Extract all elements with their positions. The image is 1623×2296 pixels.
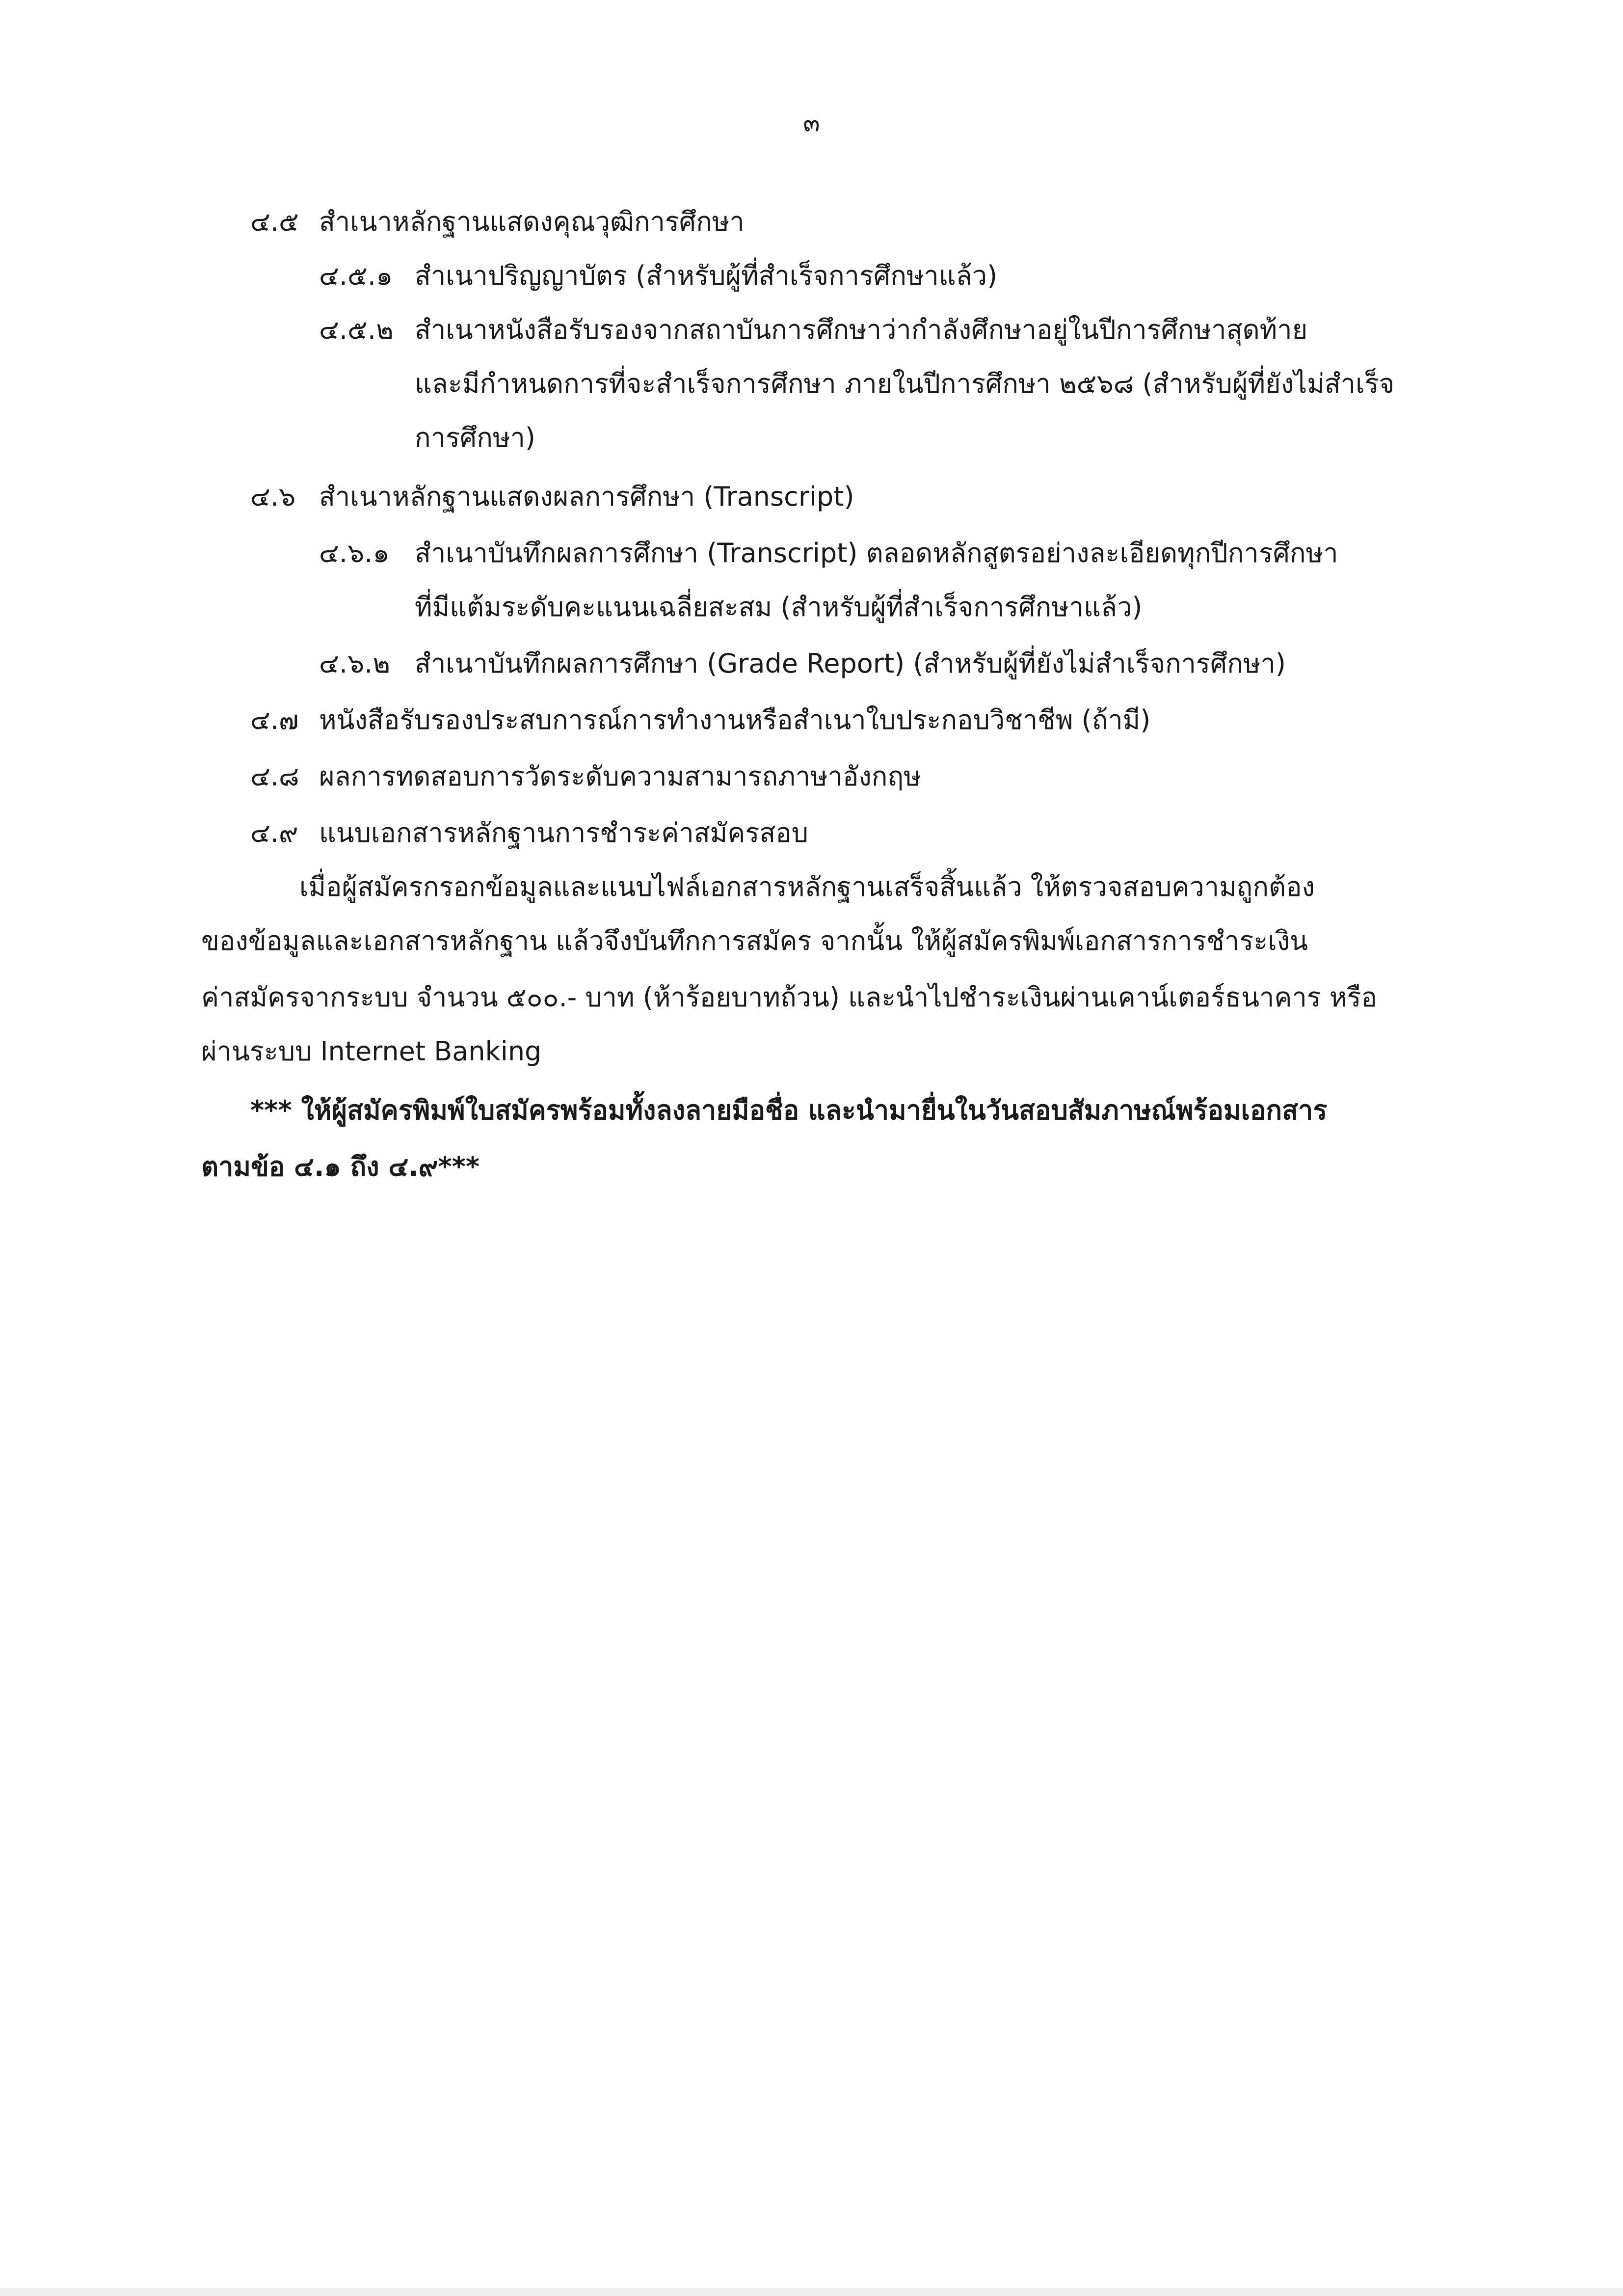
section-4-6-1 [319,534,1338,573]
page-number: ๓ [803,108,820,137]
paragraph-line: เมื่อผู้สมัครกรอกข้อมูลและแนบไฟล์เอกสารหลักฐานเสร็จสิ้นแล้ว ให้ตรวจสอบความถูกต้อง [299,871,1315,902]
section-number: ๔.๖.๑ [319,538,390,568]
section-4-6-1-continuation: ที่มีแต้มระดับคะแนนเฉลี่ยสะสม (สำหรับผู้ที่สำเร็จการศึกษาแล้ว) [415,592,1143,622]
section-text: สำเนาหนังสือรับรองจากสถาบันการศึกษาว่ากำลังศึกษาอยู่ในปีการศึกษาสุดท้าย [415,314,1308,345]
section-number: ๔.๕.๒ [319,314,394,345]
section-4-9 [250,813,808,853]
section-text: สำเนาปริญญาบัตร (สำหรับผู้ที่สำเร็จการศึกษาแล้ว) [415,260,998,291]
section-4-5-2-continuation: การศึกษา) [415,422,535,453]
section-number: ๔.๖ [250,481,296,512]
section-4-6 [250,477,854,516]
section-4-5 [250,202,745,242]
important-note: ตามข้อ ๔.๑ ถึง ๔.๙*** [201,1151,480,1182]
section-4-5-2 [319,310,1307,350]
section-4-7 [250,701,1150,740]
section-4-6-2 [319,644,1286,683]
section-number: ๔.๗ [250,704,299,735]
section-text: สำเนาบันทึกผลการศึกษา (Grade Report) (สำหรับผู้ที่ยังไม่สำเร็จการศึกษา) [415,648,1286,679]
important-note: *** ให้ผู้สมัครพิมพ์ใบสมัครพร้อมทั้งลงลายมือชื่อ และนำมายื่นในวันสอบสัมภาษณ์พร้อมเอกสาร [250,1095,1328,1126]
section-text: แนบเอกสารหลักฐานการชำระค่าสมัครสอบ [319,817,809,848]
paragraph-line: ของข้อมูลและเอกสารหลักฐาน แล้วจึงบันทึกการสมัคร จากนั้น ให้ผู้สมัครพิมพ์เอกสารการชำระเงิน [201,925,1308,956]
section-text: สำเนาหลักฐานแสดงคุณวุฒิการศึกษา [319,206,745,237]
section-text: สำเนาบันทึกผลการศึกษา (Transcript) ตลอดหลักสูตรอย่างละเอียดทุกปีการศึกษา [415,538,1338,568]
paragraph-line: ผ่านระบบ Internet Banking [201,1036,542,1067]
section-text: หนังสือรับรองประสบการณ์การทำงานหรือสำเนาใบประกอบวิชาชีพ (ถ้ามี) [319,704,1151,735]
section-number: ๔.๕ [250,206,299,237]
section-text: ผลการทดสอบการวัดระดับความสามารถภาษาอังกฤษ [319,761,921,792]
section-number: ๔.๘ [250,761,299,792]
section-text: สำเนาหลักฐานแสดงผลการศึกษา (Transcript) [319,481,854,512]
section-number: ๔.๙ [250,817,298,848]
section-number: ๔.๖.๒ [319,648,391,679]
section-4-5-1 [319,256,997,296]
section-number: ๔.๕.๑ [319,260,393,291]
section-4-5-2-continuation: และมีกำหนดการที่จะสำเร็จการศึกษา ภายในปีการศึกษา ๒๕๖๘ (สำหรับผู้ที่ยังไม่สำเร็จ [415,368,1395,399]
paragraph-line: ค่าสมัครจากระบบ จำนวน ๕๐๐.- บาท (ห้าร้อยบาทถ้วน) และนำไปชำระเงินผ่านเคาน์เตอร์ธนาคาร หรือ [201,982,1377,1013]
section-4-8 [250,757,921,796]
scan-edge [0,2288,1623,2296]
